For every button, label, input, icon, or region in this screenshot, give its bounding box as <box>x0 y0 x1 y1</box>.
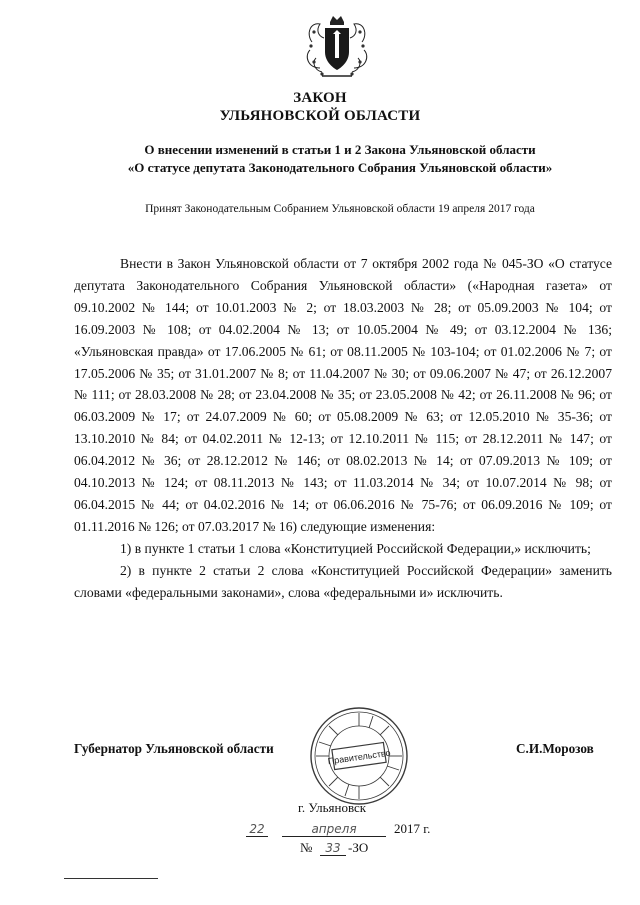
city-name: г. Ульяновск <box>298 800 367 815</box>
law-subtitle-line2: «О статусе депутата Законодательного Собрания Ульяновской области» <box>127 160 553 175</box>
region-heading: УЛЬЯНОВСКОЙ ОБЛАСТИ <box>219 108 421 124</box>
number-value: 33 <box>320 841 346 856</box>
amendment-item-2: 2) в пункте 2 статьи 2 слова «Конституцией Российской Федерации» заменить словами «федеральными законами», слова «федеральными и» исключить. <box>74 562 612 600</box>
law-subtitle-line1: О внесении изменений в статьи 1 и 2 Закона Ульяновской области <box>144 142 536 157</box>
law-number <box>300 838 420 858</box>
law-type-heading: ЗАКОН <box>293 90 347 106</box>
seal-stamp-icon <box>307 704 411 808</box>
number-suffix: -ЗО <box>348 840 369 855</box>
governor-title: Губернатор Ульяновской области <box>74 741 274 756</box>
intro-paragraph: Внести в Закон Ульяновской области от 7 октября 2002 года № 045-ЗО «О статусе депутата Законодательного Собрания Ульяновской области» («Народная газета» от 09.10.2002 № 144; от 10.01.2003 № 2; от 18.03.2003 № 28; от 05.09.2003 № 104; от 16.09.2003 № 108; от 04.02.2004 № 13; от 10.05.2004 № 49; от 03.12.2004 № 136; «Ульяновская правда» от 17.06.2005 № 61; от 08.11.2005 № 103-104; от 01.02.2006 № 7; от 17.05.2006 № 35; от 31.01.2007 № 8; от 11.04.2007 № 30; от 09.06.2007 № 47; от 26.12.2007 № 111; от 28.03.2008 № 28; от 23.04.2008 № 35; от 23.05.2008 № 42; от 26.11.2008 № 96; от 06.03.2009 № 17; от 24.07.2009 № 60; от 05.08.2009 № 63; от 12.05.2010 № 35-36; от 13.10.2010 № 84; от 04.02.2011 № 12-13; от 12.10.2011 № 115; от 28.12.2011 № 147; от 06.04.2012 № 36; от 28.12.2012 № 146; от 08.02.2013 № 14; от 07.09.2013 № 109; от 04.10.2013 № 124; от 08.11.2013 № 143; от 11.03.2014 № 34; от 10.07.2014 № 98; от 06.04.2015 № 44; от 04.02.2016 № 14; от 06.06.2016 № 75-76; от 06.09.2016 № 109; от 01.11.2016 № 126; от 07.03.2017 № 16) следующие изменения: <box>74 256 612 534</box>
adoption-note: Принят Законодательным Собранием Ульяновской области 19 апреля 2017 года <box>145 203 535 215</box>
number-symbol: № <box>300 840 313 855</box>
date-day: 22 <box>246 822 268 837</box>
date-year: 2017 г. <box>394 821 431 836</box>
seal-text: Правительство <box>327 747 392 767</box>
date-month: апреля <box>282 822 386 837</box>
coat-of-arms-icon <box>302 12 372 80</box>
amendment-item-1: 1) в пункте 1 статьи 1 слова «Конституцией Российской Федерации,» исключить; <box>120 540 591 556</box>
footer-rule <box>64 878 158 879</box>
governor-name: С.И.Морозов <box>516 741 594 756</box>
signing-date <box>246 819 476 839</box>
law-body <box>74 253 612 604</box>
